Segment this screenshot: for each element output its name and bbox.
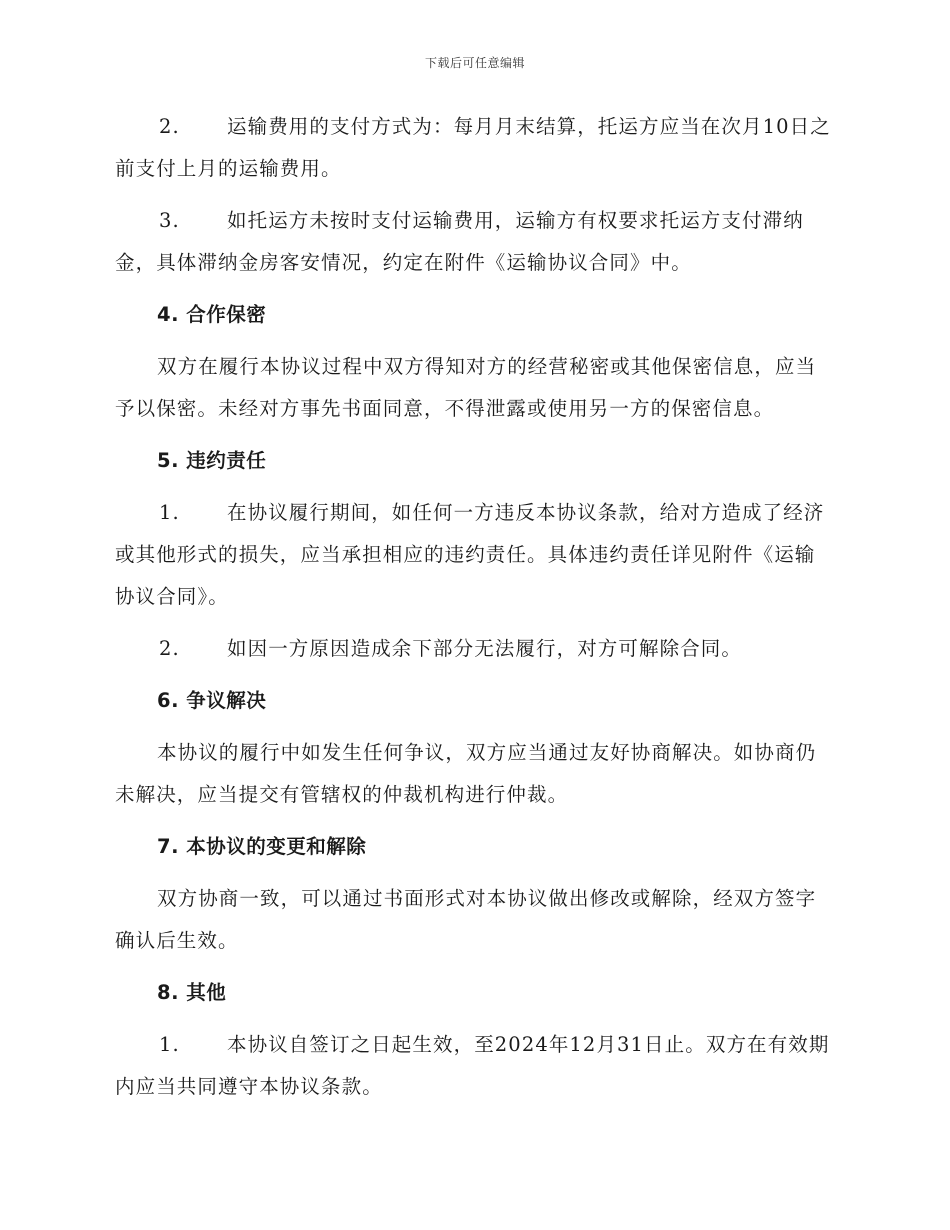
item-number: 3. bbox=[159, 209, 180, 232]
item-text: 如托运方未按时支付运输费用，运输方有权要求托运方支付滞纳金，具体滞纳金房客安情况，约定在附件《运输协议合同》中。 bbox=[115, 209, 804, 274]
item-text: 运输费用的支付方式为：每月月末结算，托运方应当在次月10日之前支付上月的运输费用。 bbox=[115, 115, 831, 180]
paragraph-text: 双方协商一致，可以通过书面形式对本协议做出修改或解除，经双方签字确认后生效。 bbox=[115, 887, 817, 952]
section-heading: 6. 争议解决 bbox=[157, 689, 267, 712]
section-heading: 4. 合作保密 bbox=[157, 303, 267, 326]
item-number: 1. bbox=[159, 501, 180, 524]
paragraph bbox=[115, 732, 835, 816]
section-heading: 8. 其他 bbox=[157, 981, 227, 1004]
page-header: 下载后可任意编辑 bbox=[424, 56, 525, 70]
item-text: 如因一方原因造成余下部分无法履行，对方可解除合同。 bbox=[227, 637, 743, 660]
item-number: 2. bbox=[159, 637, 180, 660]
paragraph bbox=[115, 346, 835, 430]
list-item bbox=[115, 492, 835, 618]
item-number: 2. bbox=[159, 115, 180, 138]
list-item bbox=[115, 1024, 835, 1108]
paragraph bbox=[115, 878, 835, 962]
paragraph-text: 双方在履行本协议过程中双方得知对方的经营秘密或其他保密信息，应当予以保密。未经对方事先书面同意，不得泄露或使用另一方的保密信息。 bbox=[115, 355, 817, 420]
item-text: 本协议自签订之日起生效，至2024年12月31日止。双方在有效期内应当共同遵守本协议条款。 bbox=[115, 1033, 830, 1098]
section-heading: 5. 违约责任 bbox=[157, 449, 267, 472]
paragraph-text: 本协议的履行中如发生任何争议，双方应当通过友好协商解决。如协商仍未解决，应当提交有管辖权的仲裁机构进行仲裁。 bbox=[115, 741, 817, 806]
item-text: 在协议履行期间，如任何一方违反本协议条款，给对方造成了经济或其他形式的损失，应当承担相应的违约责任。具体违约责任详见附件《运输协议合同》。 bbox=[115, 501, 825, 608]
list-item bbox=[115, 106, 835, 190]
section-heading: 7. 本协议的变更和解除 bbox=[157, 835, 367, 858]
list-item bbox=[115, 628, 835, 670]
item-number: 1. bbox=[159, 1033, 180, 1056]
list-item bbox=[115, 200, 835, 284]
